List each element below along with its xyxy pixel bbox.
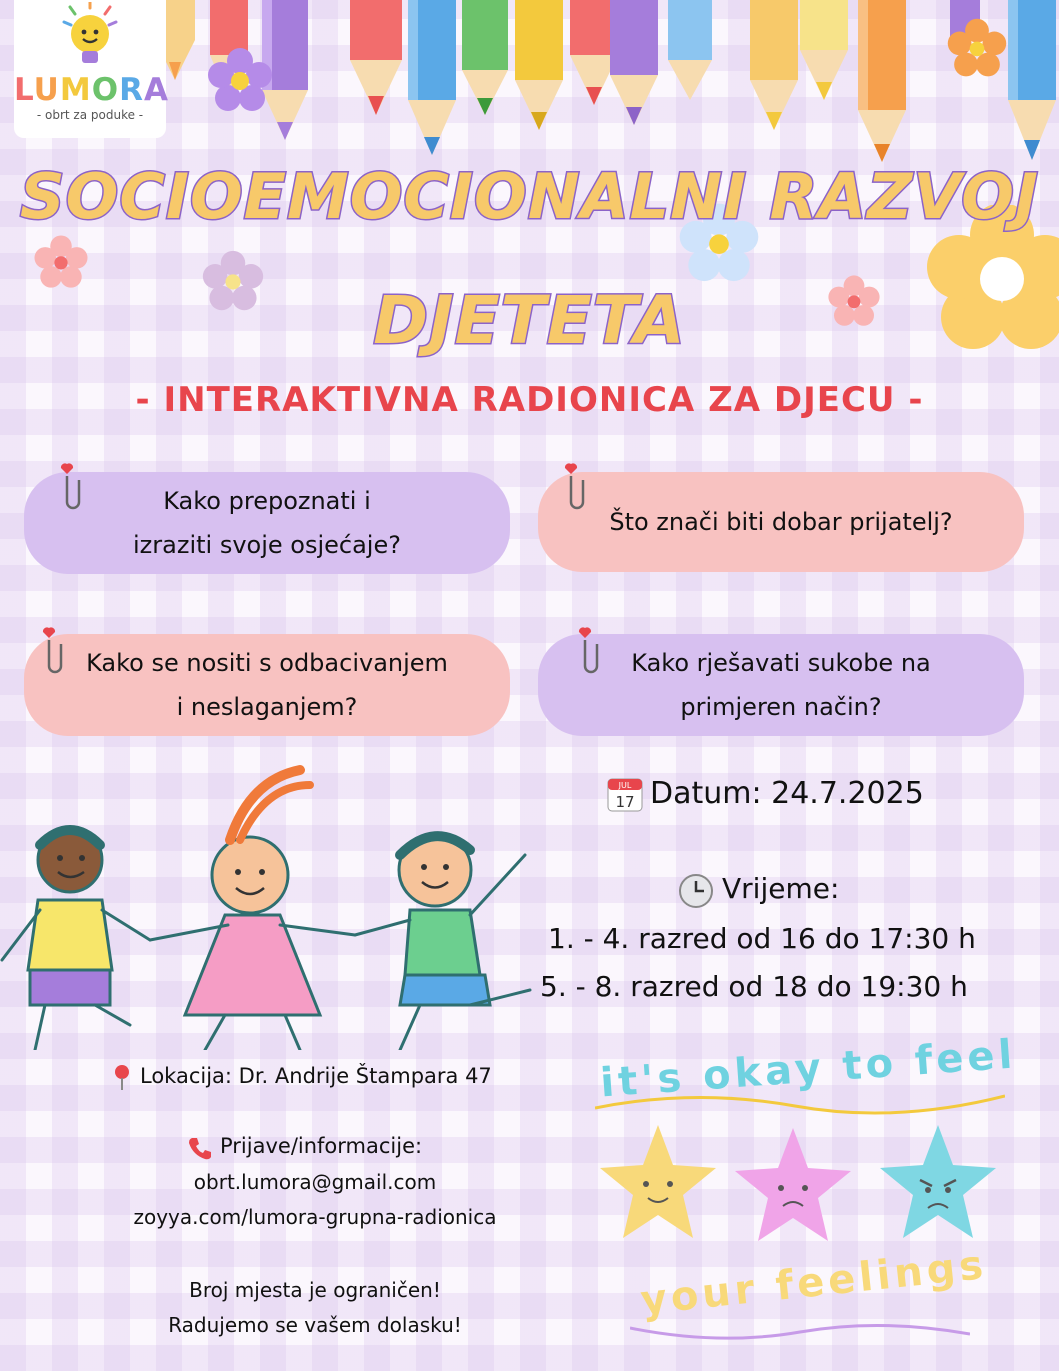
topic-line: Kako prepoznati i: [163, 487, 371, 515]
paperclip-heart-icon: [34, 626, 64, 674]
time-slot-1: 1. - 4. razred od 16 do 17:30 h: [548, 922, 976, 955]
children-illustration: [0, 760, 540, 1050]
location-pin-icon: [113, 1064, 131, 1090]
clock-icon: [678, 873, 714, 909]
page-subtitle: - INTERAKTIVNA RADIONICA ZA DJECU -: [135, 380, 924, 420]
wave-line: [630, 1318, 970, 1348]
time-label: Vrijeme:: [722, 872, 840, 905]
calendar-icon: [607, 776, 643, 812]
closing-line2: Radujemo se vašem dolasku!: [168, 1313, 462, 1337]
phone-icon: [187, 1135, 213, 1161]
svg-text:JUL: JUL: [618, 781, 632, 790]
topic-line: primjeren način?: [680, 693, 882, 721]
lightbulb-icon: [58, 2, 122, 72]
topic-card-conflicts: [538, 634, 1024, 736]
lumora-logo: [14, 0, 169, 138]
topic-line: Kako rješavati sukobe na: [631, 649, 931, 677]
logo-subtitle: - obrt za poduke -: [36, 108, 144, 122]
contact-link[interactable]: zoyya.com/lumora-grupna-radionica: [133, 1205, 497, 1229]
page-title-line2: DJETETA: [373, 282, 686, 359]
time-slot-2: 5. - 8. razred od 18 do 19:30 h: [540, 970, 968, 1003]
contact-label: Prijave/informacije:: [220, 1134, 423, 1158]
topic-line: Kako se nositi s odbacivanjem: [86, 649, 448, 677]
flower-icon: [205, 45, 275, 115]
topic-line: izraziti svoje osjećaje?: [133, 531, 401, 559]
feelings-bottom-text: your feelings: [638, 1241, 990, 1325]
location-text: Lokacija: Dr. Andrije Štampara 47: [140, 1064, 492, 1088]
topic-card-feelings: [24, 472, 510, 574]
event-date: Datum: 24.7.2025: [650, 776, 924, 811]
pencils-decoration: [150, 0, 1059, 165]
paperclip-heart-icon: [556, 462, 586, 510]
flower-icon: [945, 8, 1009, 88]
wave-line: [595, 1088, 1005, 1118]
feelings-top-text: it's okay to feel: [598, 1031, 1018, 1107]
logo-wordmark: LUMORA: [14, 72, 169, 108]
contact-email[interactable]: obrt.lumora@gmail.com: [193, 1170, 437, 1194]
svg-text:17: 17: [615, 793, 635, 811]
topic-line: Što znači biti dobar prijatelj?: [609, 508, 953, 536]
closing-line1: Broj mjesta je ograničen!: [189, 1278, 441, 1302]
topic-card-rejection: [24, 634, 510, 736]
page-title-line1: SOCIOEMOCIONALNI RAZVOJ: [20, 160, 1039, 233]
topic-line: i neslaganjem?: [176, 693, 358, 721]
stars-illustration: [598, 1120, 998, 1250]
paperclip-heart-icon: [570, 626, 600, 674]
topic-card-friendship: [538, 472, 1024, 572]
paperclip-heart-icon: [52, 462, 82, 510]
